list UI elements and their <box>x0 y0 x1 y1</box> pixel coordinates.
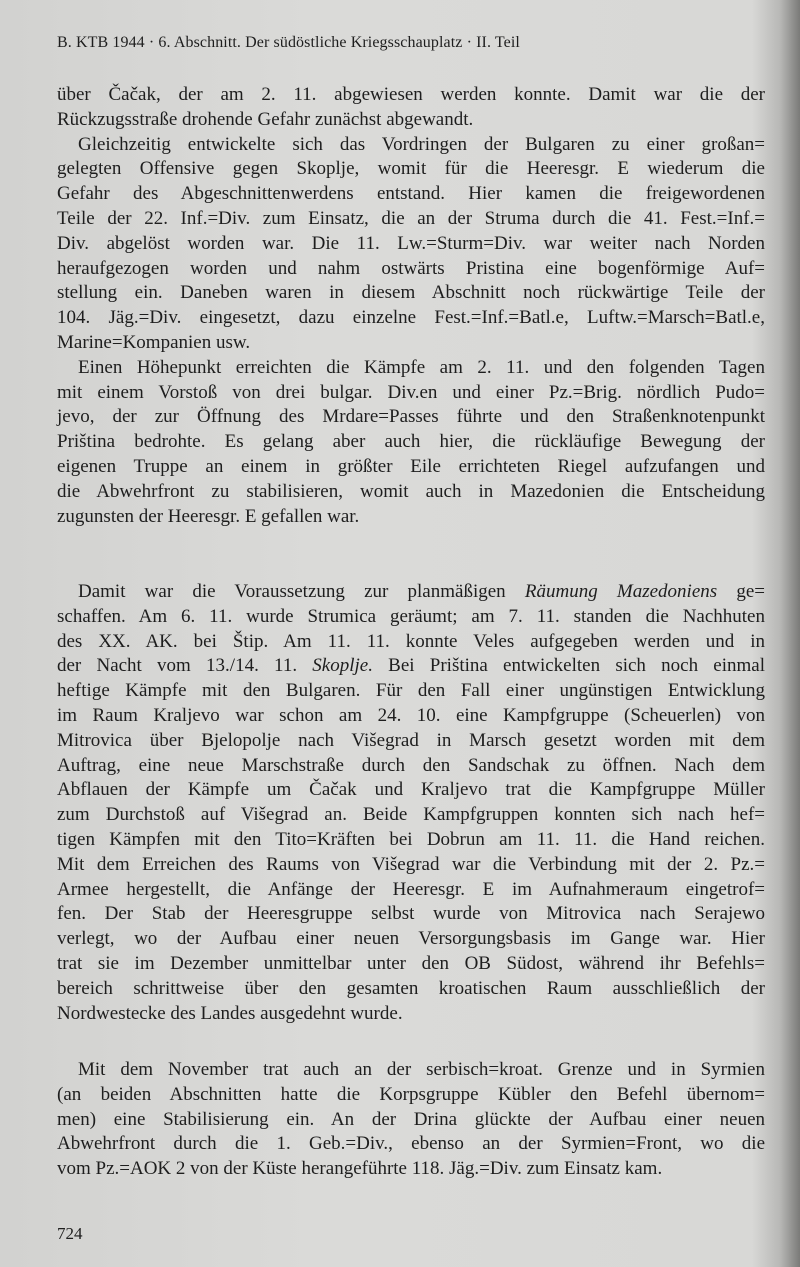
text-line: fen. Der Stab der Heeresgruppe selbst wurde von Mitrovica nach Serajewo <box>57 903 765 925</box>
text-line: 104. Jäg.=Div. eingesetzt, dazu einzelne Fest.=Inf.=Batl.e, Luftw.=Marsch=Batl.e, <box>57 307 765 329</box>
text-line: Auftrag, eine neue Marschstraße durch den Sandschak zu öffnen. Nach dem <box>57 754 765 776</box>
text-line: Nordwestecke des Landes ausgedehnt wurde. <box>57 1002 403 1024</box>
text-line: Mit dem November trat auch an der serbisch=kroat. Grenze und in Syrmien <box>78 1059 765 1080</box>
text-line: Damit war die Voraussetzung zur planmäßigen Räumung Mazedoniens ge= <box>78 581 765 602</box>
text-block-3 <box>57 1058 765 1182</box>
paragraph <box>57 1058 765 1182</box>
text-line: Teile der 22. Inf.=Div. zum Einsatz, die an der Struma durch die 41. Fest.=Inf.= <box>57 207 765 229</box>
text-line: trat sie im Dezember unmittelbar unter den OB Südost, während ihr Befehls= <box>57 952 765 974</box>
text-line: im Raum Kraljevo war schon am 24. 10. eine Kampfgruppe (Scheuerlen) von <box>57 704 765 726</box>
text-line: schaffen. Am 6. 11. wurde Strumica geräumt; am 7. 11. standen die Nachhuten <box>57 605 765 627</box>
text-line: Rückzugsstraße drohende Gefahr zunächst abgewandt. <box>57 108 474 130</box>
text-line: über Čačak, der am 2. 11. abgewiesen werden konnte. Damit war die der <box>57 84 765 105</box>
running-head: B. KTB 1944 · 6. Abschnitt. Der südöstliche Kriegsschauplatz · II. Teil <box>57 34 520 51</box>
text-line: zugunsten der Heeresgr. E gefallen war. <box>57 505 360 527</box>
text-line: des XX. AK. bei Štip. Am 11. 11. konnte Veles aufgegeben werden und in <box>57 630 765 652</box>
text-line: mit einem Vorstoß von drei bulgar. Div.en und einer Pz.=Brig. nördlich Pudo= <box>57 381 765 403</box>
text-block-2 <box>57 580 765 1026</box>
paragraph <box>57 580 765 1026</box>
text-line: gelegten Offensive gegen Skoplje, womit für die Heeresgr. E wiederum die <box>57 158 765 180</box>
text-line: Priština bedrohte. Es gelang aber auch hier, die rückläufige Bewegung der <box>57 431 765 453</box>
text-line: die Abwehrfront zu stabilisieren, womit auch in Mazedonien die Entscheidung <box>57 480 765 502</box>
text-line: Gleichzeitig entwickelte sich das Vordringen der Bulgaren zu einer großan= <box>78 133 765 155</box>
text-line: vom Pz.=AOK 2 von der Küste herangeführte 118. Jäg.=Div. zum Einsatz kam. <box>57 1158 663 1180</box>
text-line: bereich schrittweise über den gesamten kroatischen Raum ausschließlich der <box>57 977 765 999</box>
text-line: Gefahr des Abgeschnittenwerdens entstand. Hier kamen die freigewordenen <box>57 183 765 205</box>
text-line: jevo, der zur Öffnung des Mrdare=Passes führte und den Straßenknotenpunkt <box>57 406 765 428</box>
text-line: Div. abgelöst worden war. Die 11. Lw.=Sturm=Div. war weiter nach Norden <box>57 232 765 254</box>
paragraph <box>57 356 765 530</box>
text-block-1 <box>57 83 765 529</box>
text-line: men) eine Stabilisierung ein. An der Drina glückte der Aufbau einer neuen <box>57 1108 765 1130</box>
paragraph <box>57 133 765 356</box>
text-line: eigenen Truppe an einem in größter Eile errichteten Riegel aufzufangen und <box>57 455 765 477</box>
text-line: tigen Kämpfen mit den Tito=Kräften bei Dobrun am 11. 11. die Hand reichen. <box>57 828 765 850</box>
text-line: stellung ein. Daneben waren in diesem Abschnitt noch rückwärtige Teile der <box>57 282 765 304</box>
text-line: Marine=Kompanien usw. <box>57 331 251 353</box>
text-line: der Nacht vom 13./14. 11. Skoplje. Bei Priština entwickelten sich noch einmal <box>57 655 765 677</box>
text-line: Einen Höhepunkt erreichten die Kämpfe am 2. 11. und den folgenden Tagen <box>78 356 765 378</box>
text-line: (an beiden Abschnitten hatte die Korpsgruppe Kübler den Befehl übernom= <box>57 1083 765 1105</box>
text-line: Abwehrfront durch die 1. Geb.=Div., ebenso an der Syrmien=Front, wo die <box>57 1133 765 1155</box>
paragraph <box>57 83 765 133</box>
text-line: heftige Kämpfe mit den Bulgaren. Für den Fall einer ungünstigen Entwicklung <box>57 680 765 702</box>
text-line: Abflauen der Kämpfe um Čačak und Kraljevo trat die Kampfgruppe Müller <box>57 779 765 801</box>
text-line: Armee hergestellt, die Anfänge der Heeresgr. E im Aufnahmeraum eingetrof= <box>57 878 765 900</box>
text-line: heraufgezogen worden und nahm ostwärts Pristina eine bogenförmige Auf= <box>57 257 765 279</box>
text-line: zum Durchstoß auf Višegrad an. Beide Kampfgruppen konnten sich nach hef= <box>57 804 765 826</box>
text-line: Mit dem Erreichen des Raums von Višegrad war die Verbindung mit der 2. Pz.= <box>57 853 765 875</box>
page-number: 724 <box>57 1224 83 1243</box>
text-line: Mitrovica über Bjelopolje nach Višegrad in Marsch gesetzt worden mit dem <box>57 729 765 751</box>
text-line: verlegt, wo der Aufbau einer neuen Versorgungsbasis im Gange war. Hier <box>57 928 765 950</box>
